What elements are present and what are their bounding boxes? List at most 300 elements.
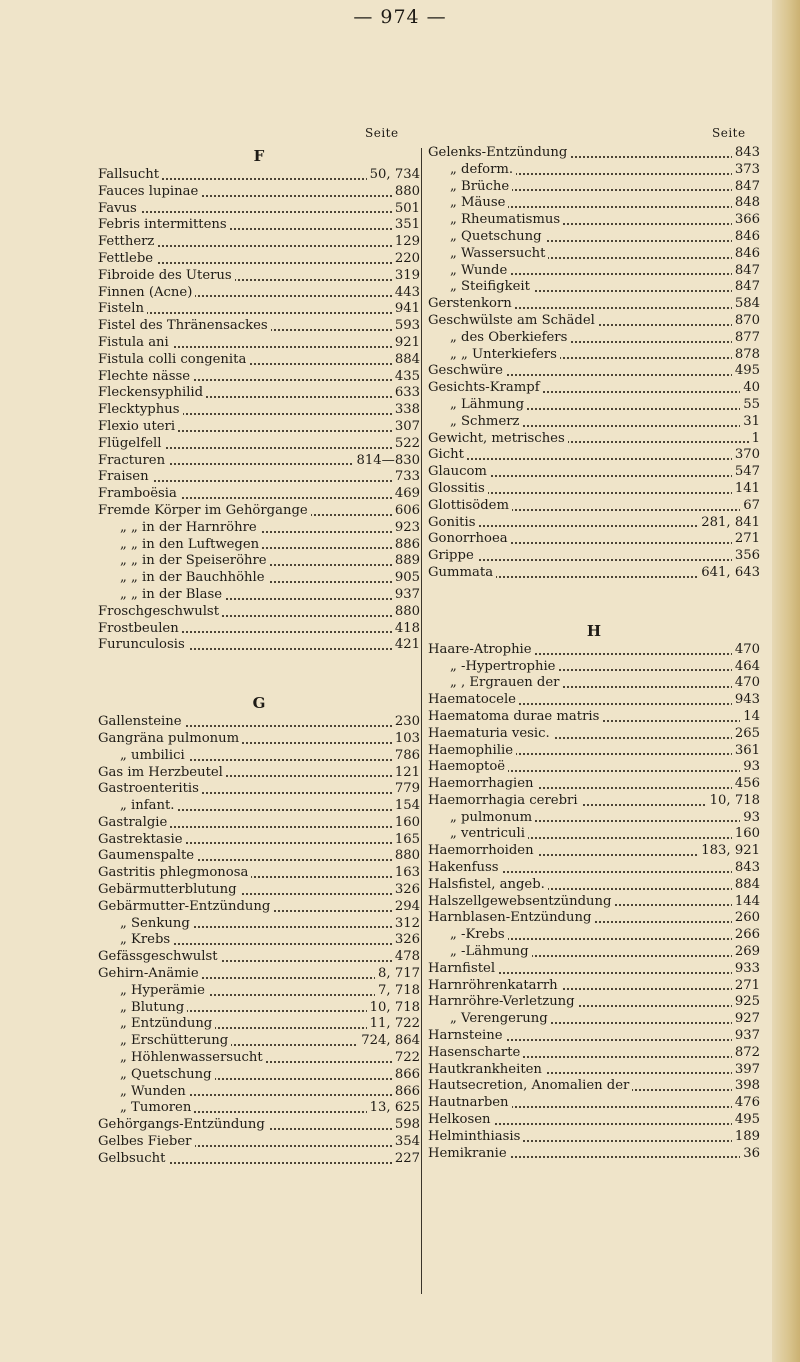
- entry-term: Hautnarben: [428, 1095, 512, 1110]
- index-entry: [428, 1112, 760, 1129]
- entry-page-ref: 456: [732, 776, 760, 793]
- entry-term: Gaumenspalte: [98, 848, 197, 863]
- index-entry: [428, 296, 760, 313]
- entry-term: „ Senkung: [98, 916, 193, 931]
- index-entry: [428, 944, 760, 961]
- index-entry: [428, 179, 760, 196]
- index-entry: [98, 369, 420, 386]
- entry-term: „ Quetschung: [428, 229, 545, 244]
- entry-page-ref: 103: [392, 731, 420, 748]
- index-entry: [428, 642, 760, 659]
- index-entry: [98, 234, 420, 251]
- entry-term: Haemophilie: [428, 743, 516, 758]
- index-entry: [428, 810, 760, 827]
- entry-page-ref: 398: [732, 1078, 760, 1095]
- index-entry: [428, 1045, 760, 1062]
- entry-term: Gefässgeschwulst: [98, 949, 221, 964]
- index-entry: [428, 380, 760, 397]
- entry-page-ref: 326: [392, 882, 420, 899]
- entry-page-ref: 847: [732, 263, 760, 280]
- entry-page-ref: 847: [732, 279, 760, 296]
- index-entry: [428, 826, 760, 843]
- entry-page-ref: 160: [732, 826, 760, 843]
- entry-term: „ Erschütterung: [98, 1033, 231, 1048]
- entry-page-ref: 227: [392, 1151, 420, 1168]
- entry-page-ref: 880: [392, 604, 420, 621]
- index-entry: [98, 1134, 420, 1151]
- index-entry: [98, 983, 420, 1000]
- entry-page-ref: 847: [732, 179, 760, 196]
- entry-page-ref: 593: [392, 318, 420, 335]
- entry-page-ref: 307: [392, 419, 420, 436]
- entry-term: Haematoma durae matris: [428, 709, 602, 724]
- entry-page-ref: 10, 718: [707, 793, 760, 810]
- entry-page-ref: 880: [392, 184, 420, 201]
- entry-term: „ , Ergrauen der: [428, 675, 562, 690]
- index-entry: [428, 531, 760, 548]
- entry-term: „ Steifigkeit: [428, 279, 533, 294]
- entry-page-ref: 11, 722: [367, 1016, 420, 1033]
- entry-page-ref: 933: [732, 961, 760, 978]
- entry-term: Haemorrhoiden: [428, 843, 537, 858]
- index-entry: [98, 285, 420, 302]
- entry-page-ref: 943: [732, 692, 760, 709]
- entry-term: „ Hyperämie: [98, 983, 208, 998]
- entry-page-ref: 266: [732, 927, 760, 944]
- entry-term: „ Wunden: [98, 1084, 189, 1099]
- entry-term: Halsfistel, angeb.: [428, 877, 548, 892]
- entry-page-ref: 220: [392, 251, 420, 268]
- entry-term: Harnblasen-Entzündung: [428, 910, 594, 925]
- entry-term: „ Wunde: [428, 263, 510, 278]
- index-entry: [98, 402, 420, 419]
- entry-term: Frostbeulen: [98, 621, 182, 636]
- entry-page-ref: 93: [740, 759, 760, 776]
- index-entry: [428, 709, 760, 726]
- index-entry: [98, 587, 420, 604]
- entry-term: Flexio uteri: [98, 419, 178, 434]
- entry-page-ref: 733: [392, 469, 420, 486]
- entry-term: Flechte nässe: [98, 369, 193, 384]
- entry-page-ref: 925: [732, 994, 760, 1011]
- index-entry: [98, 520, 420, 537]
- entry-term: „ infant.: [98, 798, 177, 813]
- entry-term: Glaucom: [428, 464, 490, 479]
- index-entry: [98, 217, 420, 234]
- index-entry: [428, 447, 760, 464]
- index-entry: [428, 1129, 760, 1146]
- entry-term: Gastralgie: [98, 815, 170, 830]
- entry-page-ref: 880: [392, 848, 420, 865]
- entry-term: Gastritis phlegmonosa: [98, 865, 251, 880]
- entry-page-ref: 884: [732, 877, 760, 894]
- entry-term: Febris intermittens: [98, 217, 230, 232]
- entry-page-ref: 312: [392, 916, 420, 933]
- entry-term: „ Krebs: [98, 932, 173, 947]
- entry-page-ref: 189: [732, 1129, 760, 1146]
- index-entry: [428, 246, 760, 263]
- entry-page-ref: 923: [392, 520, 420, 537]
- entry-term: Hautsecretion, Anomalien der: [428, 1078, 632, 1093]
- entry-page-ref: 370: [732, 447, 760, 464]
- entry-page-ref: 724, 864: [358, 1033, 420, 1050]
- entry-page-ref: 281, 841: [698, 515, 760, 532]
- index-entry: [428, 894, 760, 911]
- index-entry: [98, 436, 420, 453]
- entry-page-ref: 165: [392, 832, 420, 849]
- entry-page-ref: 338: [392, 402, 420, 419]
- entry-page-ref: 584: [732, 296, 760, 313]
- entry-page-ref: 7, 718: [375, 983, 420, 1000]
- entry-page-ref: 435: [392, 369, 420, 386]
- index-entry: [98, 1000, 420, 1017]
- index-entry: [428, 515, 760, 532]
- index-entry: [428, 675, 760, 692]
- entry-term: Haare-Atrophie: [428, 642, 535, 657]
- entry-term: Glottisödem: [428, 498, 512, 513]
- entry-term: „ Lähmung: [428, 397, 527, 412]
- entry-term: Gehörgangs-Entzündung: [98, 1117, 268, 1132]
- entry-term: Fraisen: [98, 469, 152, 484]
- entry-page-ref: 373: [732, 162, 760, 179]
- entry-term: Gicht: [428, 447, 467, 462]
- entry-page-ref: 294: [392, 899, 420, 916]
- entry-term: Flecktyphus: [98, 402, 183, 417]
- leader-dots: [428, 458, 760, 460]
- page-edge: [772, 0, 800, 1362]
- entry-page-ref: 269: [732, 944, 760, 961]
- index-entry: [98, 1050, 420, 1067]
- entry-term: Haemorrhagien: [428, 776, 537, 791]
- entry-page-ref: 319: [392, 268, 420, 285]
- entry-page-ref: 183, 921: [698, 843, 760, 860]
- entry-term: Gastrektasie: [98, 832, 186, 847]
- index-entry: [98, 469, 420, 486]
- entry-term: Haematuria vesic.: [428, 726, 553, 741]
- entry-term: Finnen (Acne): [98, 285, 195, 300]
- entry-page-ref: 361: [732, 743, 760, 760]
- section-letter-heading: G: [252, 694, 266, 713]
- entry-term: Gonitis: [428, 515, 478, 530]
- entry-page-ref: 470: [732, 642, 760, 659]
- entry-page-ref: 50, 734: [367, 167, 420, 184]
- index-entry: [98, 765, 420, 782]
- entry-term: „ „ in den Luftwegen: [98, 537, 262, 552]
- index-entry: [98, 731, 420, 748]
- index-entry: [98, 570, 420, 587]
- entry-page-ref: 843: [732, 145, 760, 162]
- entry-term: Haemorrhagia cerebri: [428, 793, 581, 808]
- index-entry: [98, 553, 420, 570]
- entry-page-ref: 522: [392, 436, 420, 453]
- entry-term: Haemoptoë: [428, 759, 508, 774]
- index-entry: [428, 1062, 760, 1079]
- index-entry: [428, 565, 760, 582]
- index-entry: [98, 781, 420, 798]
- entry-term: Gewicht, metrisches: [428, 431, 568, 446]
- entry-page-ref: 163: [392, 865, 420, 882]
- entry-page-ref: 141: [732, 481, 760, 498]
- index-entry: [98, 832, 420, 849]
- section-letter-heading: F: [253, 147, 265, 165]
- index-entry: [98, 318, 420, 335]
- entry-page-ref: 877: [732, 330, 760, 347]
- index-entry: [98, 385, 420, 402]
- index-entry: [98, 537, 420, 554]
- index-entry: [98, 1016, 420, 1033]
- index-entry: [98, 201, 420, 218]
- index-entry: [98, 486, 420, 503]
- index-entry: [428, 548, 760, 565]
- entry-term: Gangräna pulmonum: [98, 731, 242, 746]
- entry-term: Gastroenteritis: [98, 781, 202, 796]
- entry-term: Grippe: [428, 548, 477, 563]
- entry-page-ref: 633: [392, 385, 420, 402]
- entry-page-ref: 366: [732, 212, 760, 229]
- entry-page-ref: 941: [392, 301, 420, 318]
- entry-page-ref: 886: [392, 537, 420, 554]
- index-entry: [98, 748, 420, 765]
- entry-term: „ Blutung: [98, 1000, 187, 1015]
- entry-term: Haematocele: [428, 692, 519, 707]
- index-entry: [98, 966, 420, 983]
- entry-term: Gelbes Fieber: [98, 1134, 195, 1149]
- entry-page-ref: 641, 643: [698, 565, 760, 582]
- entry-term: „ Höhlenwassersucht: [98, 1050, 266, 1065]
- entry-page-ref: 870: [732, 313, 760, 330]
- entry-page-ref: 547: [732, 464, 760, 481]
- index-entry: [428, 692, 760, 709]
- entry-term: „ „ in der Harnröhre: [98, 520, 260, 535]
- index-entry: [98, 621, 420, 638]
- entry-term: Framboësia: [98, 486, 180, 501]
- entry-page-ref: 154: [392, 798, 420, 815]
- entry-page-ref: 67: [740, 498, 760, 515]
- entry-page-ref: 354: [392, 1134, 420, 1151]
- entry-page-ref: 779: [392, 781, 420, 798]
- index-entry: [98, 815, 420, 832]
- entry-page-ref: 55: [740, 397, 760, 414]
- index-entry: [98, 714, 420, 731]
- entry-page-ref: 495: [732, 1112, 760, 1129]
- index-entry: [98, 637, 420, 654]
- index-entry: [428, 229, 760, 246]
- entry-term: Geschwüre: [428, 363, 506, 378]
- entry-page-ref: 160: [392, 815, 420, 832]
- index-entry: [98, 268, 420, 285]
- index-entry: [98, 882, 420, 899]
- entry-term: „ pulmonum: [428, 810, 535, 825]
- entry-term: Flügelfell: [98, 436, 164, 451]
- page-number: — 974 —: [353, 6, 447, 28]
- index-entry: [98, 184, 420, 201]
- entry-term: Harnfistel: [428, 961, 498, 976]
- entry-page-ref: 937: [732, 1028, 760, 1045]
- entry-term: „ Verengerung: [428, 1011, 551, 1026]
- index-entry: [428, 212, 760, 229]
- entry-page-ref: 495: [732, 363, 760, 380]
- entry-term: Fisteln: [98, 301, 147, 316]
- entry-page-ref: 443: [392, 285, 420, 302]
- entry-term: Fettlebe: [98, 251, 156, 266]
- index-entry: [428, 1011, 760, 1028]
- index-entry: [98, 1117, 420, 1134]
- index-entry: [428, 978, 760, 995]
- entry-page-ref: 878: [732, 347, 760, 364]
- index-entry: [428, 330, 760, 347]
- entry-term: Hemikranie: [428, 1146, 510, 1161]
- leader-dots: [428, 559, 760, 561]
- entry-term: Fallsucht: [98, 167, 162, 182]
- entry-term: „ des Oberkiefers: [428, 330, 570, 345]
- entry-term: Gerstenkorn: [428, 296, 515, 311]
- entry-page-ref: 598: [392, 1117, 420, 1134]
- entry-page-ref: 905: [392, 570, 420, 587]
- entry-term: „ -Krebs: [428, 927, 508, 942]
- entry-page-ref: 848: [732, 195, 760, 212]
- index-entry: [428, 363, 760, 380]
- entry-term: Fistula ani: [98, 335, 172, 350]
- index-entry: [428, 910, 760, 927]
- entry-page-ref: 421: [392, 637, 420, 654]
- index-entry: [428, 397, 760, 414]
- entry-term: Gonorrhoea: [428, 531, 511, 546]
- index-entry: [98, 1084, 420, 1101]
- entry-page-ref: 476: [732, 1095, 760, 1112]
- entry-page-ref: 843: [732, 860, 760, 877]
- entry-term: „ Rheumatismus: [428, 212, 563, 227]
- index-entry: [428, 279, 760, 296]
- index-entry: [428, 464, 760, 481]
- entry-page-ref: 866: [392, 1084, 420, 1101]
- entry-term: Froschgeschwulst: [98, 604, 222, 619]
- entry-page-ref: 260: [732, 910, 760, 927]
- index-column-left: [98, 145, 420, 1168]
- index-entry: [98, 949, 420, 966]
- index-entry: [98, 798, 420, 815]
- entry-term: „ „ in der Blase: [98, 587, 225, 602]
- entry-page-ref: 464: [732, 659, 760, 676]
- entry-term: Geschwülste am Schädel: [428, 313, 598, 328]
- entry-term: „ ventriculi: [428, 826, 528, 841]
- index-entry: [428, 145, 760, 162]
- section-gap: [98, 654, 420, 692]
- entry-term: Harnröhrenkatarrh: [428, 978, 561, 993]
- entry-page-ref: 846: [732, 229, 760, 246]
- entry-page-ref: 230: [392, 714, 420, 731]
- index-entry: [98, 503, 420, 520]
- entry-term: Halszellgewebsentzündung: [428, 894, 615, 909]
- entry-page-ref: 786: [392, 748, 420, 765]
- index-entry: [428, 743, 760, 760]
- entry-term: „ umbilici: [98, 748, 188, 763]
- entry-page-ref: 889: [392, 553, 420, 570]
- entry-term: Fracturen: [98, 453, 168, 468]
- index-column-right: [428, 145, 760, 1162]
- index-entry: [428, 1028, 760, 1045]
- entry-term: Gas im Herzbeutel: [98, 765, 226, 780]
- entry-term: „ deform.: [428, 162, 516, 177]
- entry-term: „ Tumoren: [98, 1100, 194, 1115]
- entry-term: Helkosen: [428, 1112, 494, 1127]
- entry-term: Gebärmutterblutung: [98, 882, 240, 897]
- index-entry: [428, 994, 760, 1011]
- index-entry: [428, 877, 760, 894]
- entry-page-ref: 927: [732, 1011, 760, 1028]
- index-entry: [428, 414, 760, 431]
- entry-page-ref: 13, 625: [367, 1100, 420, 1117]
- section-letter-heading: H: [586, 621, 602, 640]
- column-divider: [421, 148, 422, 1294]
- entry-page-ref: 866: [392, 1067, 420, 1084]
- index-entry: [428, 347, 760, 364]
- entry-term: Hasenscharte: [428, 1045, 523, 1060]
- index-entry: [98, 932, 420, 949]
- entry-term: Hakenfuss: [428, 860, 502, 875]
- entry-page-ref: 265: [732, 726, 760, 743]
- entry-page-ref: 351: [392, 217, 420, 234]
- entry-term: Fleckensyphilid: [98, 385, 206, 400]
- index-entry: [98, 1151, 420, 1168]
- index-entry: [98, 604, 420, 621]
- entry-term: Fremde Körper im Gehörgange: [98, 503, 311, 518]
- entry-term: „ „ in der Speiseröhre: [98, 553, 270, 568]
- entry-term: Fauces lupinae: [98, 184, 201, 199]
- entry-term: „ Brüche: [428, 179, 512, 194]
- entry-term: Harnröhre-Verletzung: [428, 994, 578, 1009]
- index-entry: [98, 167, 420, 184]
- index-entry: [98, 916, 420, 933]
- entry-term: „ „ in der Bauchhöhle: [98, 570, 268, 585]
- index-entry: [98, 848, 420, 865]
- entry-term: „ „ Unterkiefers: [428, 347, 560, 362]
- entry-page-ref: 470: [732, 675, 760, 692]
- section-gap: [428, 582, 760, 620]
- index-entry: [98, 251, 420, 268]
- index-entry: [428, 860, 760, 877]
- entry-term: „ -Lähmung: [428, 944, 532, 959]
- entry-term: Fibroide des Uterus: [98, 268, 235, 283]
- entry-page-ref: 356: [732, 548, 760, 565]
- index-entry: [98, 1100, 420, 1117]
- entry-page-ref: 872: [732, 1045, 760, 1062]
- entry-page-ref: 884: [392, 352, 420, 369]
- entry-term: Favus: [98, 201, 140, 216]
- entry-term: Gesichts-Krampf: [428, 380, 543, 395]
- seite-label-right: Seite: [712, 126, 746, 140]
- entry-page-ref: 121: [392, 765, 420, 782]
- entry-page-ref: 36: [740, 1146, 760, 1163]
- index-entry: [428, 313, 760, 330]
- index-entry: [98, 1067, 420, 1084]
- index-entry: [428, 431, 760, 448]
- entry-page-ref: 271: [732, 531, 760, 548]
- index-entry: [98, 301, 420, 318]
- entry-page-ref: 397: [732, 1062, 760, 1079]
- index-entry: [98, 352, 420, 369]
- entry-page-ref: 31: [740, 414, 760, 431]
- entry-page-ref: 469: [392, 486, 420, 503]
- entry-page-ref: 1: [749, 431, 760, 448]
- entry-term: „ Mäuse: [428, 195, 508, 210]
- index-entry: [98, 1033, 420, 1050]
- index-entry: [98, 419, 420, 436]
- index-entry: [428, 961, 760, 978]
- entry-term: Helminthiasis: [428, 1129, 523, 1144]
- entry-term: „ -Hypertrophie: [428, 659, 558, 674]
- entry-term: Fettherz: [98, 234, 157, 249]
- index-entry: [98, 865, 420, 882]
